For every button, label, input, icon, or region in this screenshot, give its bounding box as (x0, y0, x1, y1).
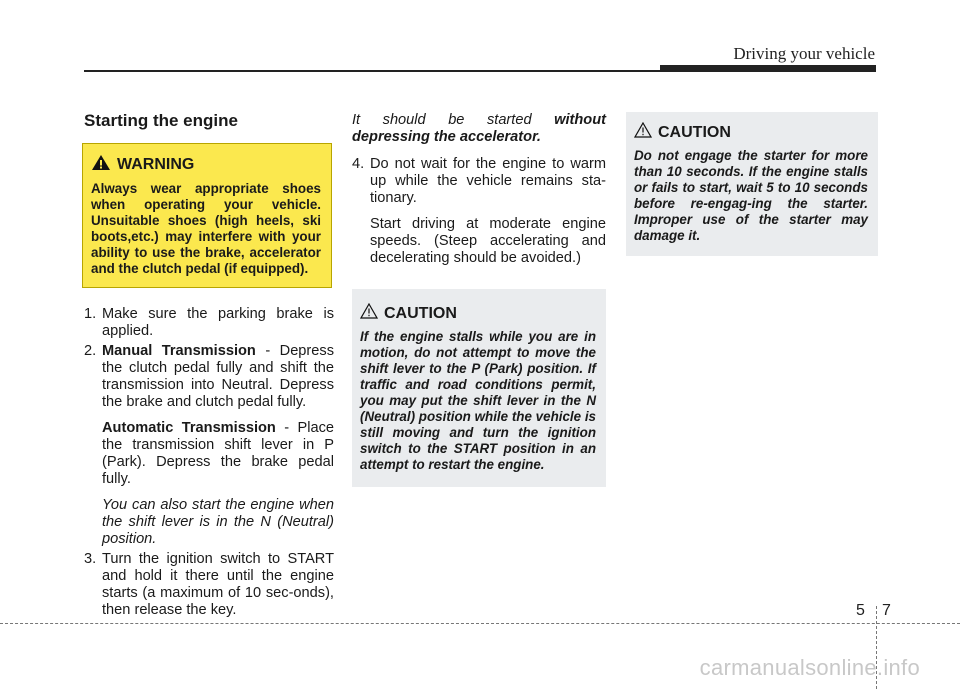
warning-label: WARNING (117, 156, 195, 173)
caution-text: If the engine stalls while you are in motion, do not attempt to move the shift lever to the P (Park) position. If traffic and road conditions permit, you may put the shift lever in the N (Neutral) position while the vehicle is still moving and turn the ignition switch to the START position in an attempt to restart the engine. (360, 329, 596, 472)
caution-box (626, 112, 878, 256)
step-number: 1. (84, 306, 97, 322)
caution-label: CAUTION (658, 123, 731, 141)
manual-transmission-text: - Depress the clutch pedal fully and shift the transmission into Neutral. Depress the brake and clutch pedal fully. (102, 343, 334, 410)
caution-header (360, 303, 596, 323)
step-3 (84, 551, 334, 619)
manual-transmission-label: Manual Transmission (102, 343, 256, 359)
page-header-title: Driving your vehicle (733, 44, 875, 63)
page-number: 7 (882, 602, 891, 619)
column-2 (352, 112, 606, 487)
automatic-transmission-label: Automatic Transmission (102, 420, 276, 436)
step-number: 3. (84, 551, 97, 567)
step-number: 4. (352, 156, 365, 172)
step-text: Make sure the parking brake is applied. (102, 306, 334, 339)
caution-box (352, 289, 606, 487)
column-3 (626, 112, 878, 256)
caution-header (634, 122, 868, 142)
caution-label: CAUTION (384, 304, 457, 322)
warning-box (82, 143, 332, 288)
step-text (102, 343, 334, 411)
chapter-number: 5 (856, 602, 865, 619)
automatic-transmission-text: - Place the transmission shift lever in P (Park). Depress the brake pedal fully. (102, 420, 334, 487)
step-2-note: You can also start the engine when the shift lever is in the N (Neutral) position. (102, 497, 334, 547)
step-number: 2. (84, 343, 97, 359)
continuation-paragraph (352, 112, 606, 146)
watermark: carmanualsonline.info (699, 655, 920, 680)
step-text: Turn the ignition switch to START and hold it there until the engine starts (a maximum of 10 sec-onds), then release the key. (102, 551, 334, 618)
header-rule (84, 70, 664, 72)
step-2 (84, 343, 334, 411)
warning-header (91, 154, 321, 175)
continuation-bold: without depressing the accelerator. (352, 112, 606, 145)
header-rule-thick (660, 65, 876, 72)
step-4 (352, 156, 606, 207)
continuation-plain: It should be started (352, 112, 555, 128)
automatic-transmission-paragraph (102, 420, 334, 488)
caution-icon (634, 122, 652, 142)
step-1 (84, 306, 334, 340)
caution-icon (360, 303, 378, 323)
step-text: Do not wait for the engine to warm up while the vehicle remains sta-tionary. (370, 156, 606, 206)
warning-icon (91, 154, 111, 175)
caution-text: Do not engage the starter for more than 10 seconds. If the engine stalls or fails to start, wait 5 to 10 seconds before re-engag-ing the starter. Improper use of the starter may damage it. (634, 148, 868, 243)
footer-rule (0, 623, 960, 624)
section-title: Starting the engine (84, 111, 238, 130)
step-4-paragraph: Start driving at moderate engine speeds. (Steep accelerating and decelerating should be avoided.) (370, 216, 606, 266)
column-1 (84, 112, 334, 622)
warning-text: Always wear appropriate shoes when operating your vehicle. Unsuitable shoes (high heels, ski boots,etc.) may interfere with your ability to use the brake, accelerator and the clutch pedal (if equipped). (91, 181, 321, 276)
